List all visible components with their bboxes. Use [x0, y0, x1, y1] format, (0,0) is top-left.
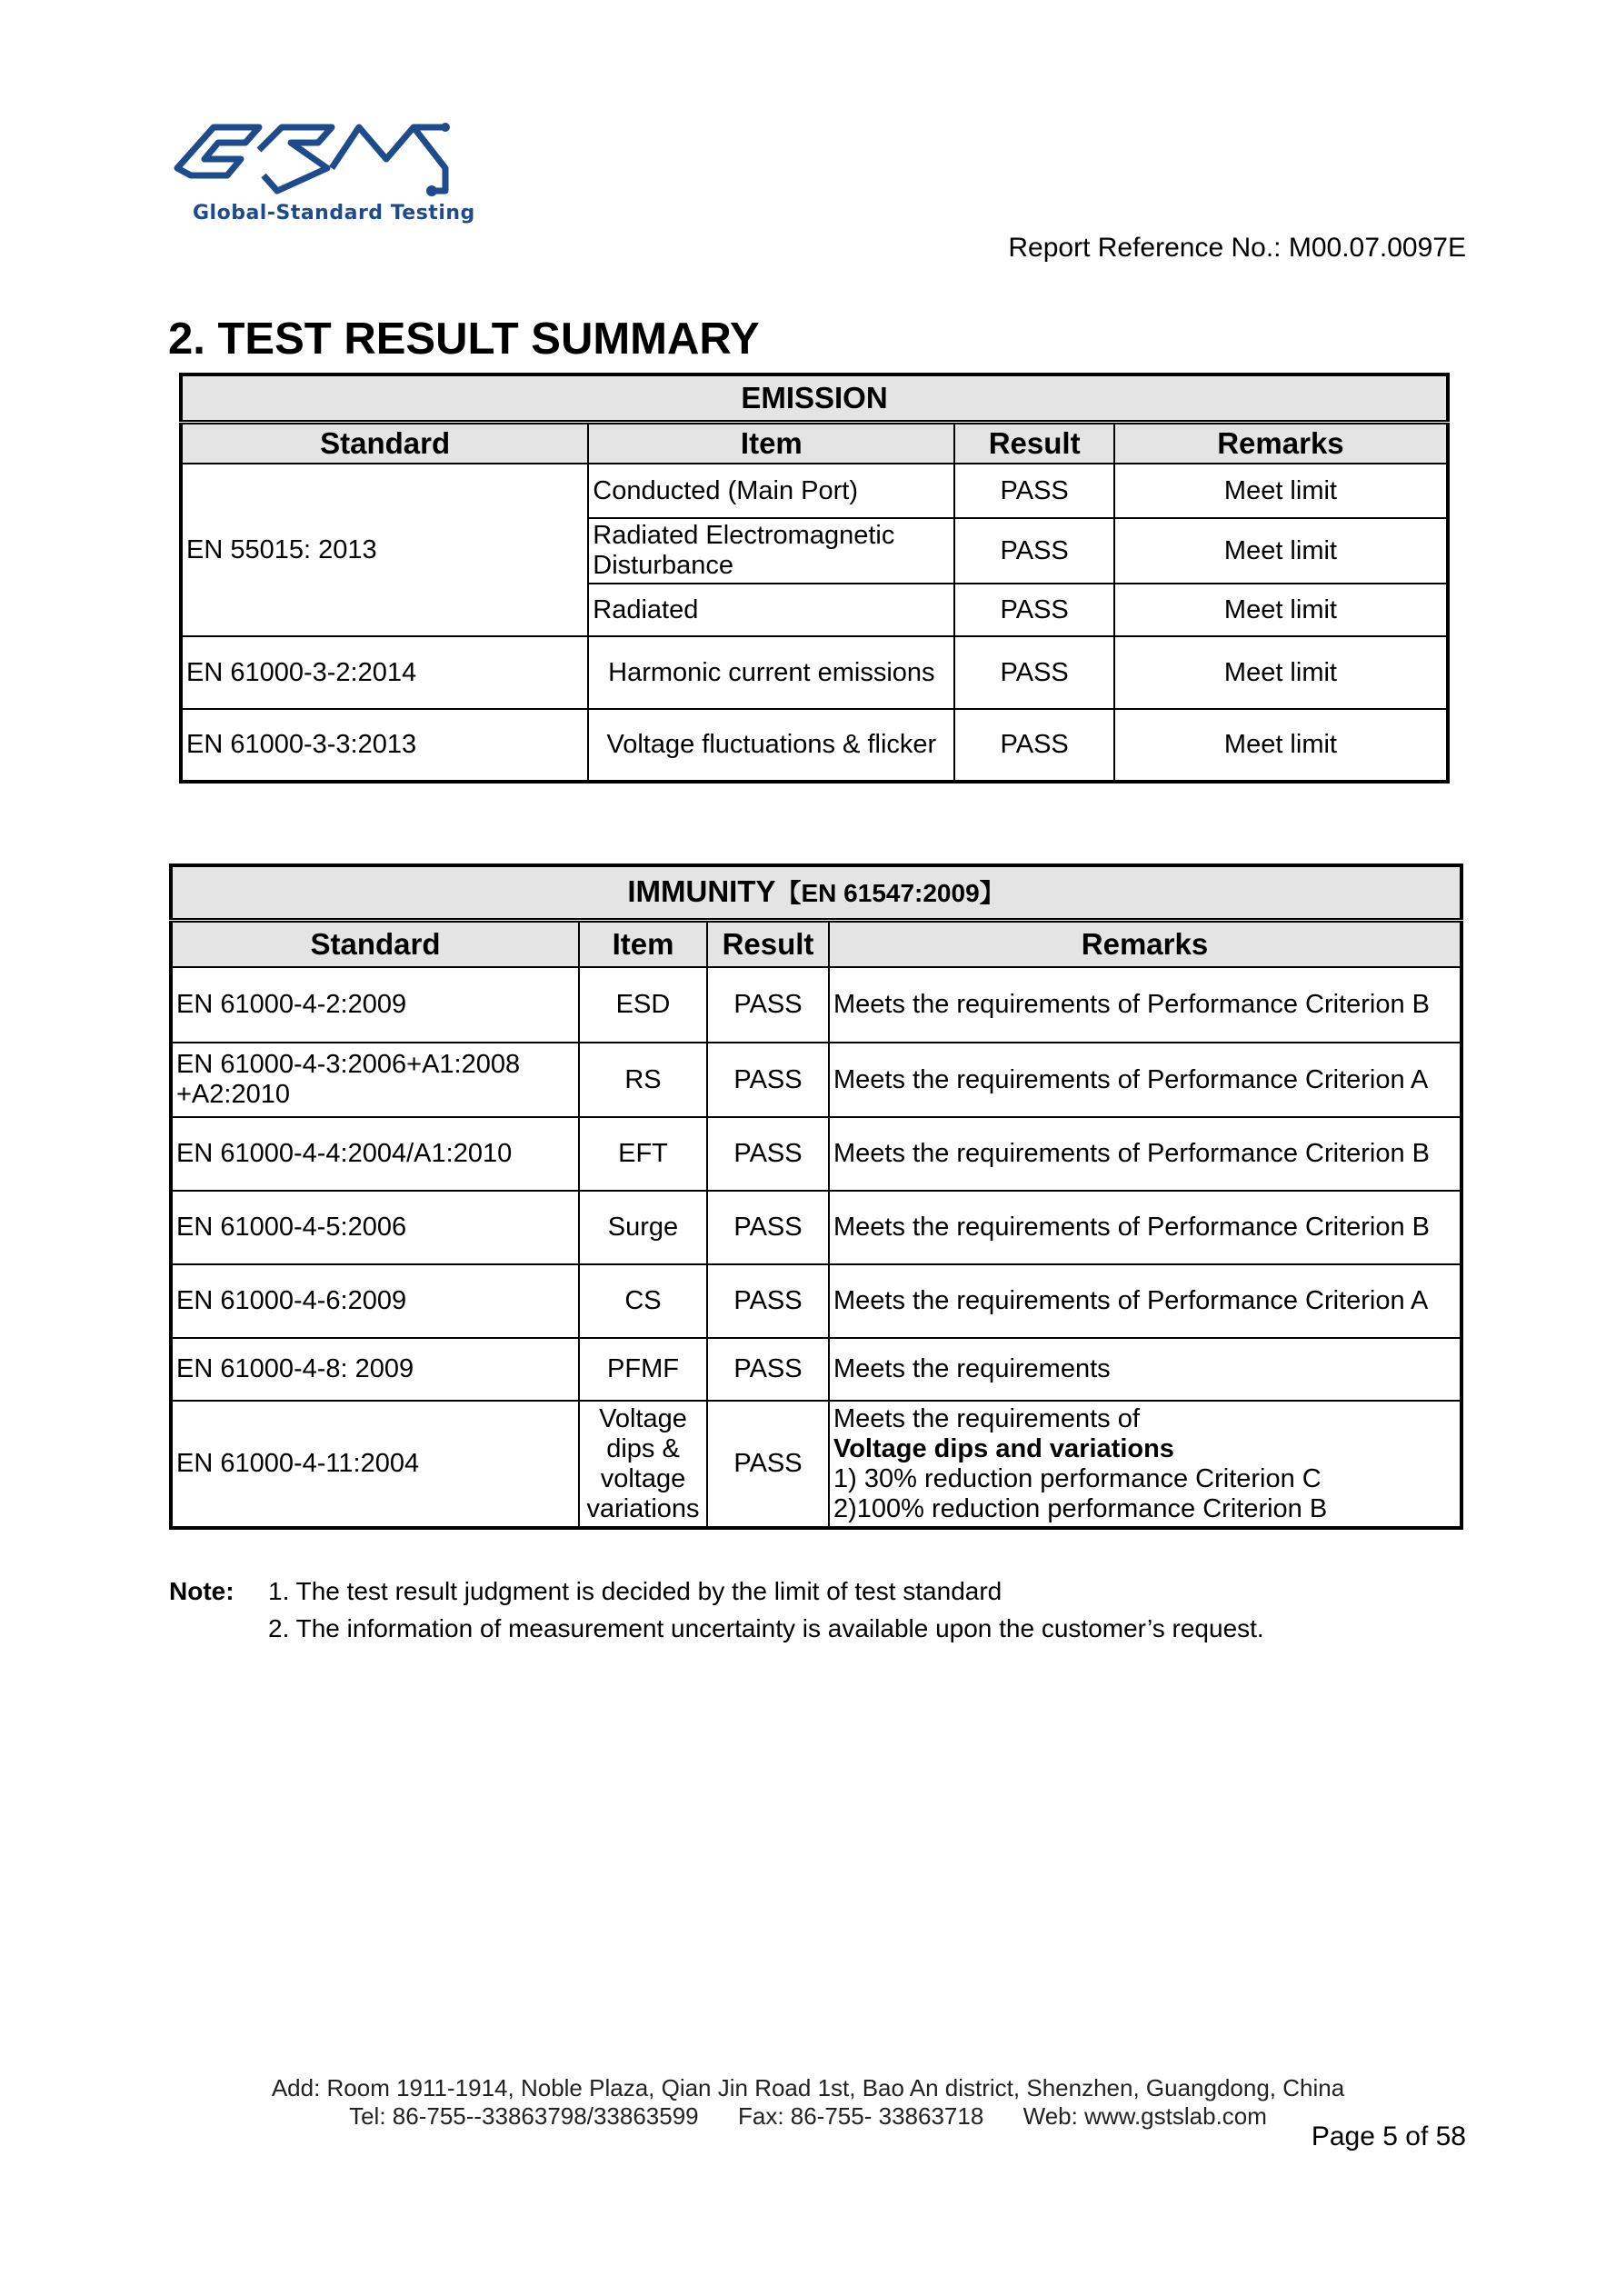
footer-address: Add: Room 1911-1914, Noble Plaza, Qian Jin Road 1st, Bao An district, Shenzhen, Guangdong, China [271, 2074, 1345, 2101]
standard-cell: EN 61000-4-2:2009 [171, 967, 579, 1043]
col-header-remarks: Remarks [1114, 422, 1448, 464]
remarks-cell [829, 1401, 1461, 1528]
result-cell: PASS [707, 1264, 829, 1338]
item-cell: Conducted (Main Port) [588, 464, 954, 518]
result-cell: PASS [954, 584, 1113, 636]
emission-caption: EMISSION [181, 374, 1448, 422]
table-row [181, 636, 1448, 709]
result-cell: PASS [707, 1338, 829, 1401]
logo-tagline: Global-Standard Testing [193, 202, 475, 225]
note-item: 1. The test result judgment is decided by the limit of test standard [268, 1577, 1003, 1605]
item-line: Voltage [599, 1403, 687, 1433]
immunity-caption-standard: 【EN 61547:2009】 [775, 879, 1005, 908]
remarks-line-bold: Voltage dips and variations [833, 1433, 1174, 1463]
result-cell: PASS [954, 636, 1113, 709]
item-cell [579, 1401, 707, 1528]
immunity-caption [171, 865, 1461, 920]
section-title: 2. TEST RESULT SUMMARY [168, 314, 760, 364]
result-cell: PASS [707, 1401, 829, 1528]
remarks-line: Meets the requirements of [833, 1403, 1140, 1433]
item-line: Radiated Electromagnetic [593, 521, 895, 550]
table-row [171, 1338, 1461, 1401]
standard-cell: EN 61000-3-2:2014 [181, 636, 588, 709]
item-cell: PFMF [579, 1338, 707, 1401]
col-header-result: Result [954, 422, 1113, 464]
standard-cell [171, 1043, 579, 1117]
col-header-standard: Standard [181, 422, 588, 464]
table-row [171, 1191, 1461, 1264]
remarks-line: 1) 30% reduction performance Criterion C [833, 1463, 1322, 1493]
standard-cell: EN 61000-4-5:2006 [171, 1191, 579, 1264]
remarks-cell: Meet limit [1114, 709, 1448, 782]
result-cell: PASS [954, 464, 1113, 518]
remarks-cell: Meets the requirements of Performance Criterion B [829, 1117, 1461, 1191]
page-number: Page 5 of 58 [1311, 2121, 1466, 2151]
result-cell: PASS [707, 967, 829, 1043]
company-logo [173, 114, 464, 205]
item-cell: CS [579, 1264, 707, 1338]
table-row [181, 709, 1448, 782]
immunity-caption-title: IMMUNITY [627, 874, 776, 909]
item-cell: RS [579, 1043, 707, 1117]
gst-logo-icon [173, 114, 464, 205]
immunity-table [169, 863, 1463, 1530]
remarks-cell: Meet limit [1114, 464, 1448, 518]
table-row [171, 1401, 1461, 1528]
emission-table [179, 373, 1450, 784]
remarks-cell: Meets the requirements [829, 1338, 1461, 1401]
col-header-result: Result [707, 920, 829, 967]
table-row [181, 464, 1448, 518]
table-row [171, 1043, 1461, 1117]
result-cell: PASS [707, 1043, 829, 1117]
col-header-item: Item [579, 920, 707, 967]
remarks-line: 2)100% reduction performance Criterion B [833, 1493, 1328, 1523]
remarks-cell: Meets the requirements of Performance Criterion A [829, 1264, 1461, 1338]
standard-line: +A2:2010 [176, 1080, 290, 1109]
item-cell [588, 518, 954, 584]
standard-cell: EN 61000-4-8: 2009 [171, 1338, 579, 1401]
item-cell: EFT [579, 1117, 707, 1191]
note-label: Note: [169, 1577, 234, 1605]
remarks-cell: Meet limit [1114, 518, 1448, 584]
note-item: 2. The information of measurement uncertainty is available upon the customer’s request. [268, 1614, 1264, 1642]
standard-cell: EN 61000-4-6:2009 [171, 1264, 579, 1338]
item-line: variations [586, 1493, 700, 1523]
report-reference: Report Reference No.: M00.07.0097E [1008, 233, 1466, 263]
remarks-cell: Meet limit [1114, 584, 1448, 636]
standard-cell: EN 61000-4-11:2004 [171, 1401, 579, 1528]
table-row [171, 967, 1461, 1043]
remarks-cell: Meets the requirements of Performance Criterion B [829, 967, 1461, 1043]
remarks-cell: Meet limit [1114, 636, 1448, 709]
table-row [171, 1117, 1461, 1191]
item-cell: Radiated [588, 584, 954, 636]
result-cell: PASS [707, 1117, 829, 1191]
standard-line: EN 61000-4-3:2006+A1:2008 [176, 1050, 521, 1079]
remarks-cell: Meets the requirements of Performance Criterion A [829, 1043, 1461, 1117]
item-line: Disturbance [593, 551, 734, 580]
standard-cell: EN 55015: 2013 [181, 464, 588, 636]
standard-cell: EN 61000-4-4:2004/A1:2010 [171, 1117, 579, 1191]
result-cell: PASS [954, 709, 1113, 782]
item-line: dips & [606, 1433, 680, 1463]
col-header-standard: Standard [171, 920, 579, 967]
result-cell: PASS [707, 1191, 829, 1264]
footer-contact: Tel: 86-755--33863798/33863599 Fax: 86-755- 33863718 Web: www.gstslab.com [349, 2102, 1267, 2130]
remarks-cell: Meets the requirements of Performance Criterion B [829, 1191, 1461, 1264]
item-cell: Surge [579, 1191, 707, 1264]
item-cell: Voltage fluctuations & flicker [588, 709, 954, 782]
standard-cell: EN 61000-3-3:2013 [181, 709, 588, 782]
item-cell: ESD [579, 967, 707, 1043]
item-cell: Harmonic current emissions [588, 636, 954, 709]
col-header-item: Item [588, 422, 954, 464]
result-cell: PASS [954, 518, 1113, 584]
table-row [171, 1264, 1461, 1338]
col-header-remarks: Remarks [829, 920, 1461, 967]
item-line: voltage [600, 1463, 686, 1493]
